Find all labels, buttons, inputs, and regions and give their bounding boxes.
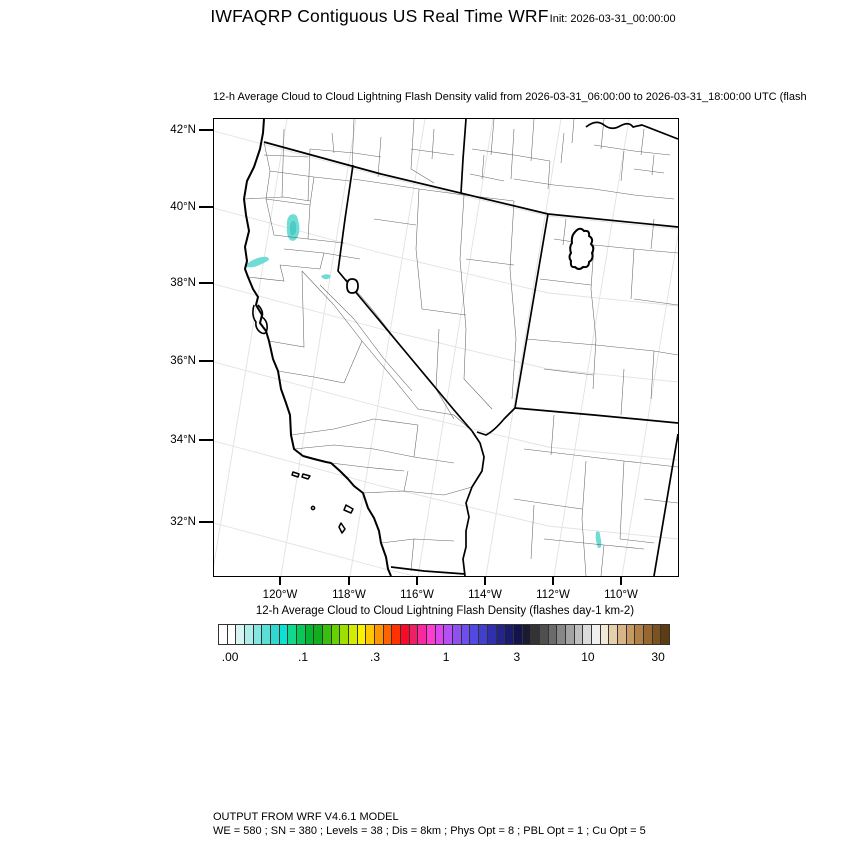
colorbar-cell bbox=[410, 625, 419, 644]
colorbar-cell bbox=[306, 625, 315, 644]
colorbar-tick-label: 10 bbox=[581, 650, 595, 664]
colorbar-tick-label: 3 bbox=[513, 650, 521, 664]
colorbar-cell bbox=[332, 625, 341, 644]
lightning-density-patches bbox=[244, 214, 601, 548]
colorbar-cell bbox=[375, 625, 384, 644]
colorbar-cell bbox=[549, 625, 558, 644]
colorbar-cell bbox=[644, 625, 653, 644]
colorbar-cell bbox=[262, 625, 271, 644]
colorbar-cell bbox=[436, 625, 445, 644]
y-tick-label: 42°N bbox=[170, 124, 196, 136]
page-title bbox=[183, 6, 703, 27]
colorbar-tick-label: .1 bbox=[298, 650, 309, 664]
colorbar-cell bbox=[479, 625, 488, 644]
x-tick-label: 116°W bbox=[400, 589, 434, 601]
x-tick-mark bbox=[620, 576, 622, 585]
x-tick-mark bbox=[484, 576, 486, 585]
colorbar-cell bbox=[523, 625, 532, 644]
x-tick-mark bbox=[416, 576, 418, 585]
colorbar-cell bbox=[271, 625, 280, 644]
colorbar-cell bbox=[557, 625, 566, 644]
channel-islands bbox=[292, 472, 353, 533]
colorbar-cell bbox=[254, 625, 263, 644]
colorbar-cell bbox=[497, 625, 506, 644]
great-salt-lake bbox=[570, 229, 594, 269]
colorbar-cell bbox=[488, 625, 497, 644]
y-tick-mark bbox=[199, 129, 213, 131]
colorbar-cell bbox=[340, 625, 349, 644]
colorbar-cell bbox=[323, 625, 332, 644]
x-tick-label: 114°W bbox=[468, 589, 502, 601]
colorbar-cell bbox=[601, 625, 610, 644]
colorbar-cell bbox=[392, 625, 401, 644]
colorbar-cell bbox=[236, 625, 245, 644]
plot-title: IWFAQRP Contiguous US Real Time WRF bbox=[210, 6, 549, 26]
colorbar-cell bbox=[635, 625, 644, 644]
y-tick-label: 38°N bbox=[170, 277, 196, 289]
colorbar-cell bbox=[531, 625, 540, 644]
colorbar-cell bbox=[661, 625, 669, 644]
x-tick-mark bbox=[279, 576, 281, 585]
footer-model-line: OUTPUT FROM WRF V4.6.1 MODEL bbox=[213, 811, 399, 823]
colorbar-cell bbox=[366, 625, 375, 644]
x-tick-label: 118°W bbox=[332, 589, 366, 601]
colorbar bbox=[218, 624, 670, 645]
y-tick-mark bbox=[199, 282, 213, 284]
init-timestamp: Init: 2026-03-31_00:00:00 bbox=[549, 13, 676, 25]
coastline bbox=[244, 119, 391, 576]
model-info-footer bbox=[213, 811, 646, 838]
colorbar-cell bbox=[453, 625, 462, 644]
colorbar-cell bbox=[462, 625, 471, 644]
colorbar-cell bbox=[444, 625, 453, 644]
x-tick-mark bbox=[348, 576, 350, 585]
colorbar-cell bbox=[401, 625, 410, 644]
y-tick-mark bbox=[199, 521, 213, 523]
lake-tahoe bbox=[347, 279, 358, 293]
colorbar-cell bbox=[288, 625, 297, 644]
colorbar-cell bbox=[280, 625, 289, 644]
colorbar-cell bbox=[592, 625, 601, 644]
colorbar-cell bbox=[566, 625, 575, 644]
colorbar-cell bbox=[349, 625, 358, 644]
colorbar-cell bbox=[228, 625, 237, 644]
x-tick-label: 120°W bbox=[262, 589, 298, 601]
y-tick-mark bbox=[199, 439, 213, 441]
colorbar-cell bbox=[627, 625, 636, 644]
colorbar-cell bbox=[314, 625, 323, 644]
y-tick-label: 32°N bbox=[170, 516, 196, 528]
colorbar-cell bbox=[470, 625, 479, 644]
colorbar-cell bbox=[219, 625, 228, 644]
x-tick-mark bbox=[552, 576, 554, 585]
colorbar-cell bbox=[384, 625, 393, 644]
map-svg bbox=[214, 119, 678, 576]
y-tick-label: 36°N bbox=[170, 355, 196, 367]
y-tick-label: 34°N bbox=[170, 434, 196, 446]
graticule bbox=[214, 119, 678, 576]
colorbar-cell bbox=[653, 625, 662, 644]
colorbar-cell bbox=[583, 625, 592, 644]
colorbar-cell bbox=[618, 625, 627, 644]
footer-config-line: WE = 580 ; SN = 380 ; Levels = 38 ; Dis = 8km ; Phys Opt = 8 ; PBL Opt = 1 ; Cu Opt = 5 bbox=[213, 824, 646, 837]
colorbar-cell bbox=[505, 625, 514, 644]
colorbar-tick-label: .3 bbox=[370, 650, 381, 664]
colorbar-cell bbox=[540, 625, 549, 644]
valid-time-subtitle: 12-h Average Cloud to Cloud Lightning Flash Density valid from 2026-03-31_06:00:00 to 2026-03-31_18:00:00 UTC (flash bbox=[213, 91, 807, 103]
colorbar-tick-label: 30 bbox=[651, 650, 665, 664]
colorbar-cell bbox=[514, 625, 523, 644]
x-tick-label: 112°W bbox=[536, 589, 570, 601]
colorbar-cell bbox=[427, 625, 436, 644]
colorbar-tick-label: 1 bbox=[442, 650, 450, 664]
colorbar-tick-labels bbox=[218, 650, 668, 666]
colorbar-cell bbox=[609, 625, 618, 644]
x-tick-label: 110°W bbox=[604, 589, 638, 601]
y-tick-mark bbox=[199, 206, 213, 208]
colorbar-cell bbox=[575, 625, 584, 644]
colorbar-label: 12-h Average Cloud to Cloud Lightning Flash Density (flashes day-1 km-2) bbox=[255, 605, 635, 617]
y-tick-mark bbox=[199, 360, 213, 362]
colorbar-cell bbox=[418, 625, 427, 644]
colorbar-cell bbox=[245, 625, 254, 644]
map-panel bbox=[213, 118, 679, 577]
colorbar-tick-label: .00 bbox=[221, 650, 239, 664]
colorbar-cell bbox=[358, 625, 367, 644]
y-tick-label: 40°N bbox=[170, 201, 196, 213]
colorbar-cell bbox=[297, 625, 306, 644]
